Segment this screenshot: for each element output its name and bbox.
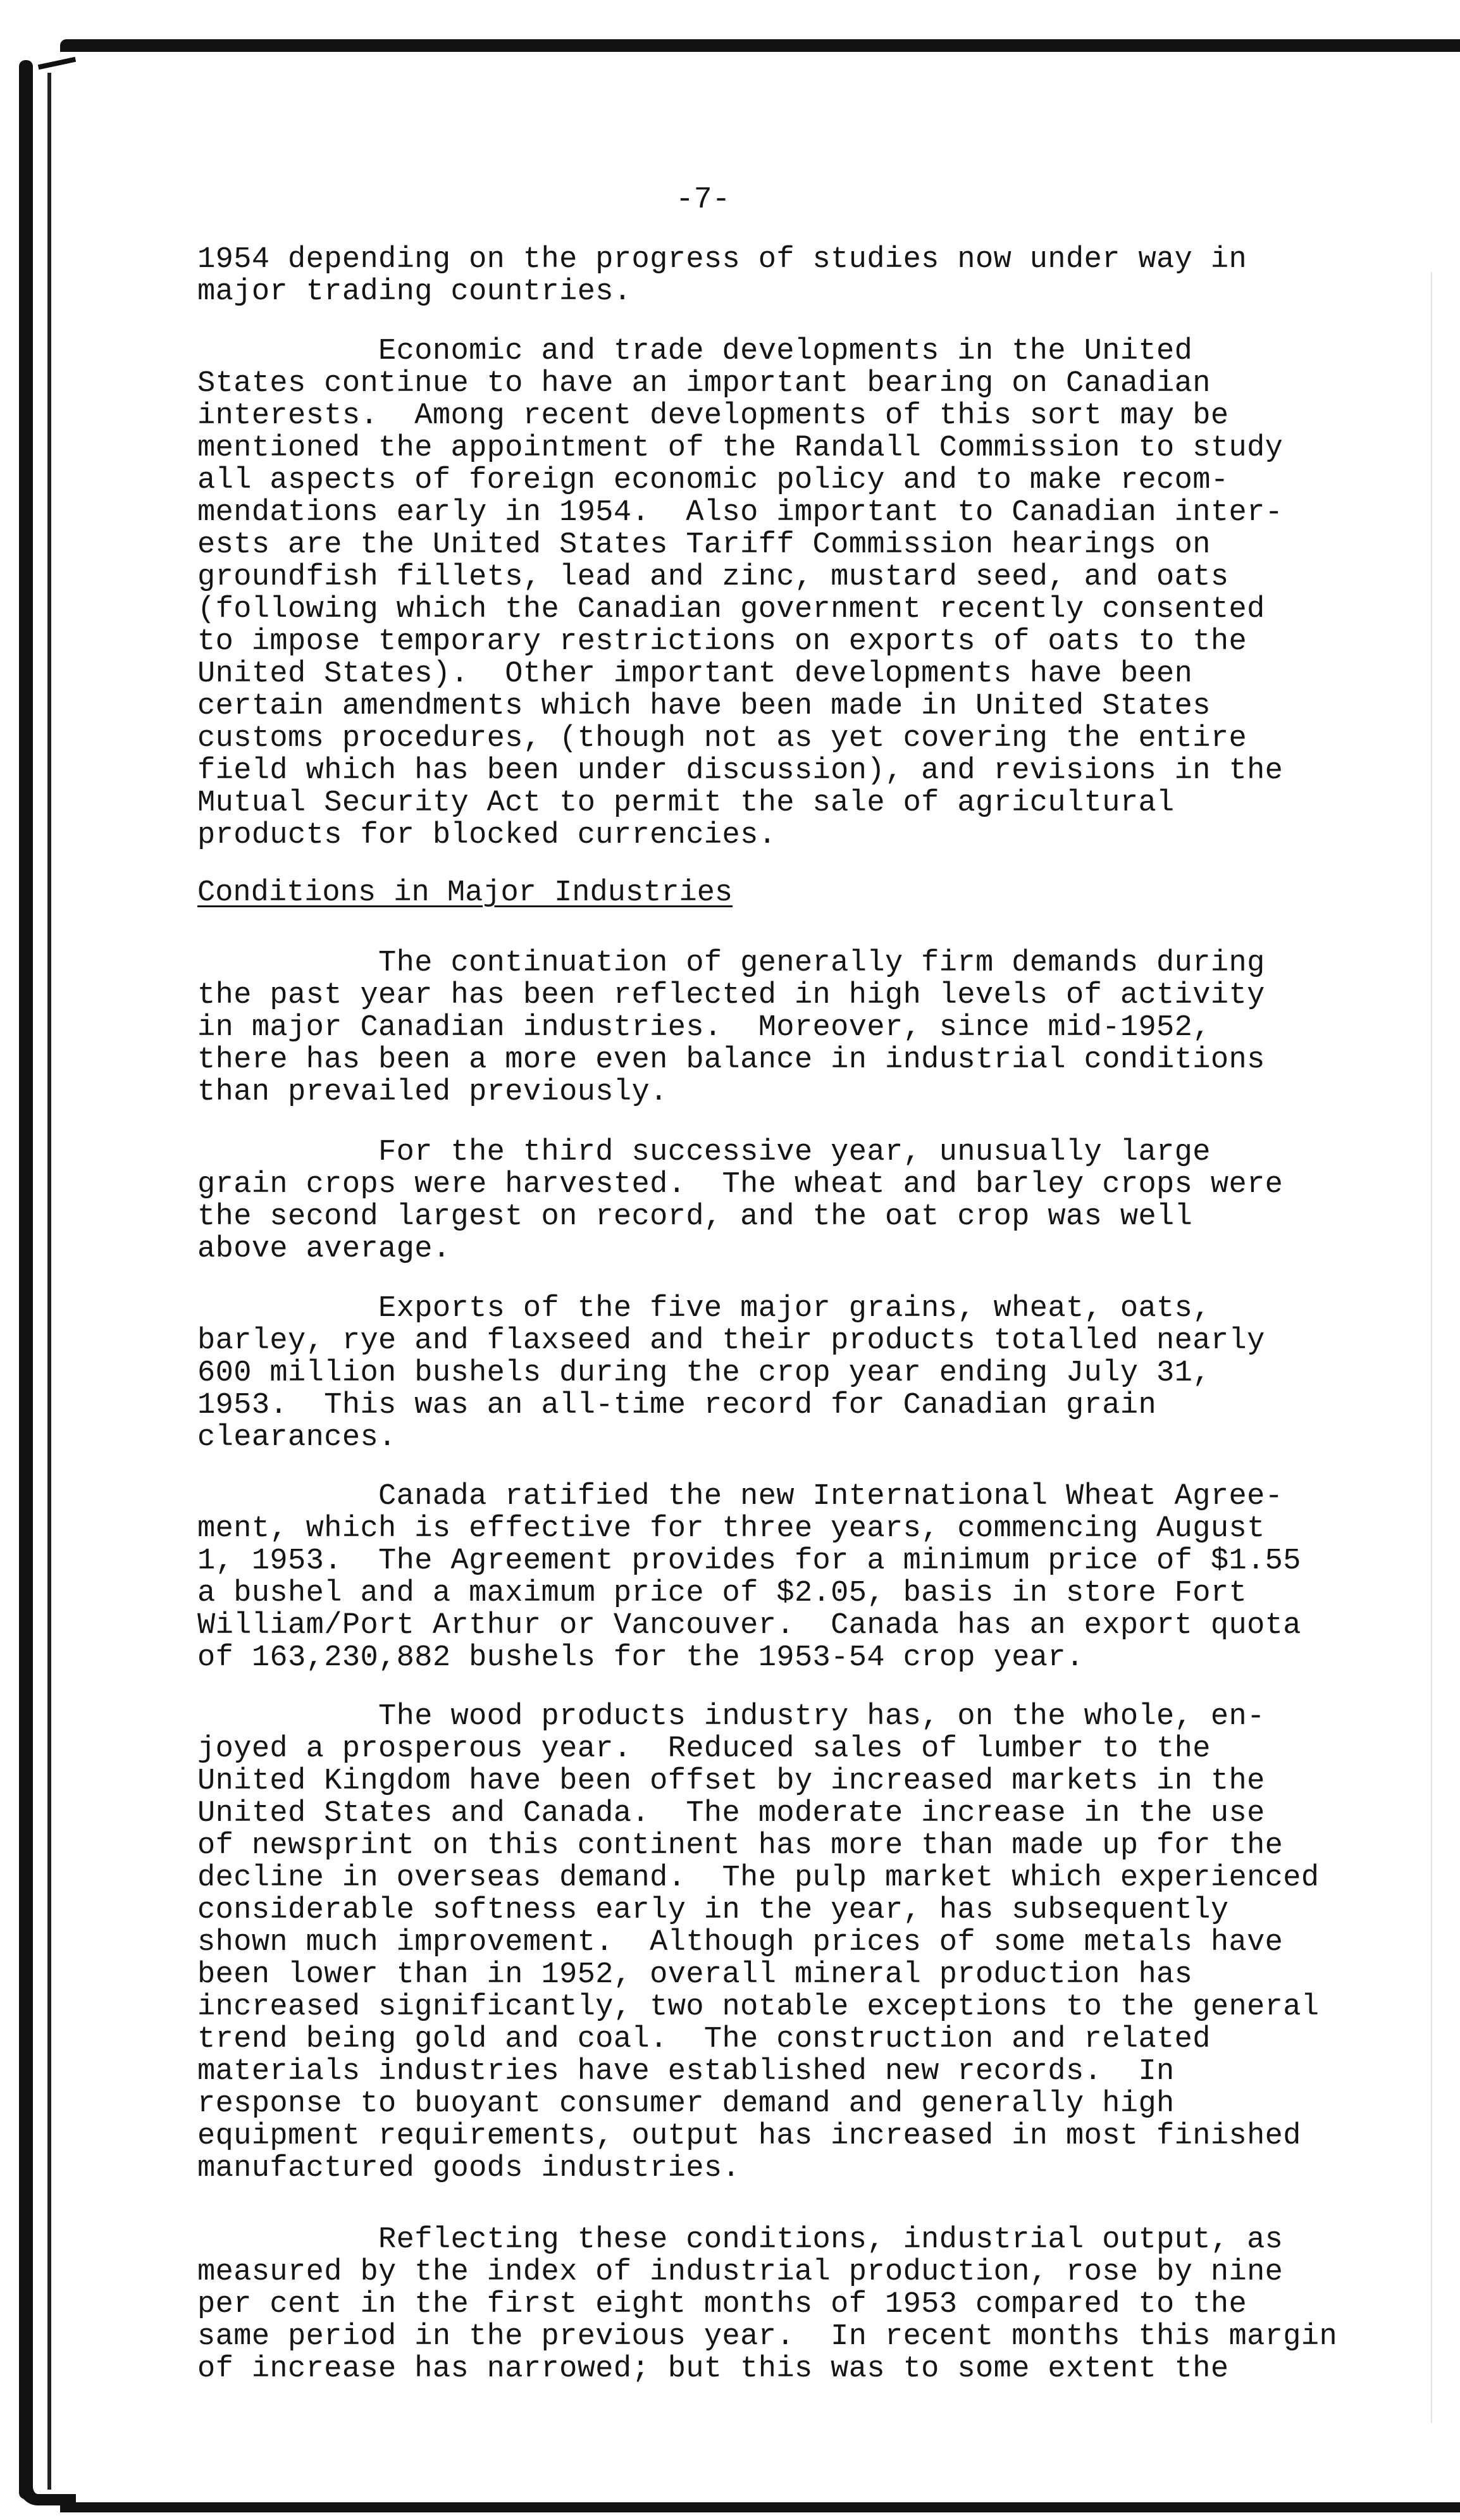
paragraph-7: The wood products industry has, on the whole, en- joyed a prosperous year. Reduced sales of lumber to the United Kingdom have been offset by increased markets in the United States and Canada. The moderate increase in the use of newsprint on this continent has more than made up for the decline in overseas demand. The pulp market which experienced considerable softness early in the year, has subsequently shown much improvement. Although prices of some metals have been lower than in 1952, overall mineral production has increased significantly, two notable exceptions to the general trend being gold and coal. The construction and related materials industries have established new records. In response to buoyant consumer demand and generally high equipment requirements, output has increased in most finished manufactured goods industries. (197, 1700, 1320, 2185)
paragraph-5: Exports of the five major grains, wheat, oats, barley, rye and flaxseed and their products totalled nearly 600 million bushels during the crop year ending July 31, 1953. This was an all-time record for Canadian grain clearances. (197, 1292, 1265, 1455)
paragraph-8: Reflecting these conditions, industrial output, as measured by the index of industrial production, rose by nine per cent in the first eight months of 1953 compared to the same period in the previous year. In recent months this margin of increase has narrowed; but this was to some extent the (197, 2223, 1338, 2386)
right-fold-line (1431, 272, 1432, 2423)
top-border-hook (38, 57, 76, 70)
section-heading: Conditions in Major Industries (197, 876, 733, 910)
left-border-rule (19, 60, 33, 2499)
paragraph-2: Economic and trade developments in the United States continue to have an important bearing on Canadian interests. Among recent developments of this sort may be mentioned the appointment of the Randall Commission to study all aspects of foreign economic policy and to make recom- mendations early in 1954. Also important to Canadian inter- ests are the United States Tariff Commission hearings on groundfish fillets, lead and zinc, mustard seed, and oats (following which the Canadian government recently consented to impose temporary restrictions on exports of oats to the United States). Other important developments have been certain amendments which have been made in United States customs procedures, (though not as yet covering the entire field which has been under discussion), and revisions in the Mutual Security Act to permit the sale of agricultural products for blocked currencies. (197, 335, 1284, 852)
bottom-border-rule (60, 2502, 1460, 2512)
paragraph-1: 1954 depending on the progress of studies now under way in major trading countries. (197, 243, 1247, 309)
left-inner-rule (47, 73, 51, 2490)
top-border-rule (60, 39, 1460, 52)
paragraph-4: For the third successive year, unusually large grain crops were harvested. The wheat and barley crops were the second largest on record, and the oat crop was well above average. (197, 1136, 1284, 1266)
paragraph-6: Canada ratified the new International Wheat Agree- ment, which is effective for three years, commencing August 1, 1953. The Agreement provides for a minimum price of $1.55 a bushel and a maximum price of $2.05, basis in store Fort William/Port Arthur or Vancouver. Canada has an export quota of 163,230,882 bushels for the 1953-54 crop year. (197, 1480, 1301, 1675)
paragraph-3: The continuation of generally firm demands during the past year has been reflected in high levels of activity in major Canadian industries. Moreover, since mid-1952, there has been a more even balance in industrial conditions than prevailed previously. (197, 947, 1265, 1109)
page-number: -7- (676, 183, 731, 217)
